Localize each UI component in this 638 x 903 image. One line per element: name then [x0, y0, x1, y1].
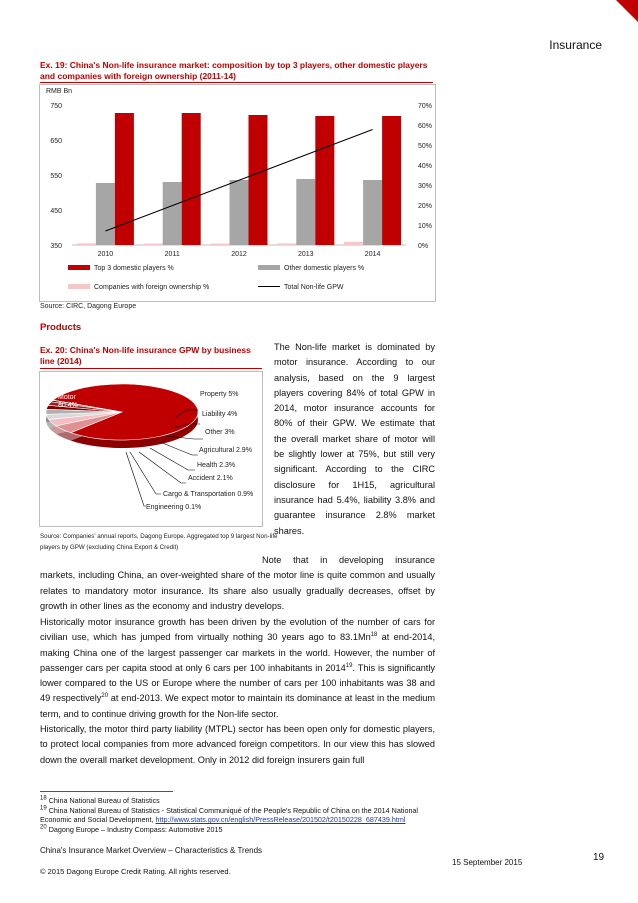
- y-left-tick-label: 650: [50, 138, 62, 145]
- footnote-ref-18: 18: [370, 632, 378, 639]
- y-left-tick-label: 450: [50, 208, 62, 215]
- leader-agricultural: [160, 442, 198, 455]
- bar-companies-with-foreign-ownership--2012: [211, 244, 230, 245]
- paragraph-2-part-d: at end-2013. We expect motor to maintain its dominance at least in the medium term, and to continue driving growth for the Non-life sector.: [40, 693, 435, 719]
- bar-top-domestic-players--2014: [382, 116, 401, 245]
- pie-label-health: Health 2.3%: [197, 462, 236, 469]
- pie-label-accident: Accident 2.1%: [188, 475, 233, 482]
- paragraph-2-part-c: . This is significantly lower compared to the US or Europe where the number of cars per 100 inhabitants was 38 and 49 respectively: [40, 662, 435, 704]
- footnote-20: $^{20}$ Dagong Europe – Industry Compass: Automotive 2015: [40, 824, 223, 834]
- legend-swatch-top-domestic-players-: [68, 265, 90, 270]
- y-right-tick-label: 0%: [418, 243, 429, 250]
- copyright: © 2015 Dagong Europe Credit Rating. All rights reserved.: [40, 867, 231, 876]
- footnote-18: $^{18}$ China National Bureau of Statistics: [40, 795, 160, 805]
- footnote-divider: [40, 791, 173, 792]
- y-right-tick-label: 10%: [418, 223, 433, 230]
- y-left-tick-label: 350: [50, 243, 62, 250]
- bar-top-domestic-players--2011: [182, 113, 201, 245]
- x-tick-label: 2014: [364, 251, 381, 258]
- leader-health: [150, 448, 195, 470]
- bar-other-domestic-players--2012: [230, 180, 249, 245]
- y-left-tick-label: 550: [50, 173, 62, 180]
- x-tick-label: 2013: [298, 251, 314, 258]
- bar-other-domestic-players--2014: [363, 180, 382, 245]
- pie-label-motor: Motor: [58, 394, 76, 401]
- ex20-source: Source: Companies' annual reports, Dagong Europe. Aggregated top 9 largest Non-life players by GPW (excluding China Export & Credit): [40, 533, 278, 551]
- bar-other-domestic-players--2013: [296, 179, 315, 245]
- y-right-tick-label: 50%: [418, 143, 433, 150]
- legend-label-total-non-life-gpw: Total Non-life GPW: [284, 284, 344, 291]
- bar-companies-with-foreign-ownership--2014: [344, 242, 363, 245]
- y-right-tick-label: 40%: [418, 163, 433, 170]
- pie-label-cargo: Cargo & Transportation 0.9%: [163, 491, 254, 498]
- paragraph-2-part-a: Historically motor insurance growth has been driven by the evolution of the number of cars for civilian use, which has jumped from virtually nothing 30 years ago to 83.1Mn: [40, 617, 435, 643]
- pie-label-liability: Liability 4%: [202, 411, 238, 418]
- y-right-tick-label: 60%: [418, 123, 433, 130]
- paragraph-1: Note that in developing insurance markets, including China, an over-weighted share of the motor line is quite common and usually relates to mandatory motor insurance. Its share also usually gradually decreases, offset by growth in other lines as the economy and industry develops.: [40, 555, 435, 611]
- bar-top-domestic-players--2012: [249, 115, 268, 245]
- y-right-tick-label: 70%: [418, 103, 433, 110]
- leader-engineering: [126, 452, 146, 506]
- ex19-title: Ex. 19: China's Non-life insurance market: composition by top 3 players, other domestic players and companies with foreign ownership (2011-14): [40, 60, 428, 81]
- legend-label-top-domestic-players-: Top 3 domestic players %: [94, 265, 174, 272]
- y-right-tick-label: 20%: [418, 203, 433, 210]
- products-heading: Products: [40, 322, 82, 333]
- corner-accent: [616, 0, 638, 22]
- footnote-19-link[interactable]: http://www.stats.gov.cn/english/PressRelease/201502/t20150228_687439.html: [155, 815, 406, 824]
- unit-label: RMB Bn: [46, 88, 73, 95]
- pie-label-engineering: Engineering 0.1%: [146, 504, 202, 511]
- x-tick-label: 2011: [164, 251, 180, 258]
- footnotes: [40, 796, 435, 834]
- pie-label-motor-value: 80.4%: [58, 402, 78, 409]
- footnote-19: $^{19}$ China National Bureau of Statistics - Statistical Communiqué of the People's Republic of China on the 2014 National Economic and Social Development, http://www.stats.gov.cn/english/PressRelease/201502/t20150228_687439.html: [40, 805, 419, 824]
- legend-label-companies-with-foreign-ownership-: Companies with foreign ownership %: [94, 284, 210, 291]
- footnote-ref-19: 19: [345, 662, 353, 669]
- footer-date: 15 September 2015: [452, 858, 523, 867]
- bar-companies-with-foreign-ownership--2013: [277, 243, 296, 245]
- paragraph-2: [40, 615, 435, 722]
- paragraph-2-part-b: at end-2014, making China one of the largest passenger car markets in the world. However, the number of passenger cars per capita stood at only 6 cars per 100 inhabitants in 2014: [40, 632, 435, 673]
- pie-label-property: Property 5%: [200, 391, 239, 398]
- paragraph-3: Historically, the motor third party liability (MTPL) sector has been open only for domestic players, to protect local companies from more advanced foreign competitors. In our view this has slowed down the overall market development. Only in 2012 did foreign insurers gain full: [40, 724, 435, 765]
- side-paragraph: The Non-life market is dominated by motor insurance. According to our analysis, based on the 9 largest players covering 84% of total GPW in 2014, motor insurance accounts for 80% of their GPW. We estimate that the overall market share of motor will be slightly lower at 75%, but still very significant. According to the CIRC disclosure for 1H15, agricultural insurance had 5.4%, liability 3.8% and guarantee insurance 2.8% market shares.: [274, 342, 435, 536]
- bar-top-domestic-players--2013: [315, 116, 334, 245]
- bar-top-domestic-players--2010: [115, 113, 134, 245]
- bar-companies-with-foreign-ownership--2011: [144, 244, 163, 245]
- bar-other-domestic-players--2011: [163, 182, 182, 245]
- bar-other-domestic-players--2010: [96, 183, 115, 245]
- pie-label-other: Other 3%: [205, 429, 235, 436]
- legend-swatch-companies-with-foreign-ownership-: [68, 284, 90, 289]
- footer-doc-title: China's Insurance Market Overview – Characteristics & Trends: [40, 846, 263, 855]
- x-tick-label: 2012: [231, 251, 247, 258]
- ex20-pie-chart: [40, 372, 261, 524]
- pie-label-agricultural: Agricultural 2.9%: [199, 447, 252, 454]
- x-tick-label: 2010: [97, 251, 114, 258]
- section-header: Insurance: [549, 38, 602, 52]
- ex19-title-rule: [40, 82, 433, 83]
- footnote-ref-20: 20: [101, 693, 109, 700]
- bar-companies-with-foreign-ownership--2010: [77, 243, 96, 245]
- leader-cargo: [130, 452, 161, 494]
- legend-swatch-other-domestic-players-: [258, 265, 280, 270]
- page-number: 19: [593, 852, 605, 863]
- ex19-chart: [40, 85, 434, 300]
- ex19-source: Source: CIRC, Dagong Europe: [40, 303, 137, 310]
- y-left-tick-label: 750: [50, 103, 62, 110]
- legend-label-other-domestic-players-: Other domestic players %: [284, 265, 365, 272]
- ex20-title-rule: [40, 368, 262, 369]
- ex20-title: Ex. 20: China's Non-life insurance GPW by business line (2014): [40, 345, 251, 366]
- y-right-tick-label: 30%: [418, 183, 433, 190]
